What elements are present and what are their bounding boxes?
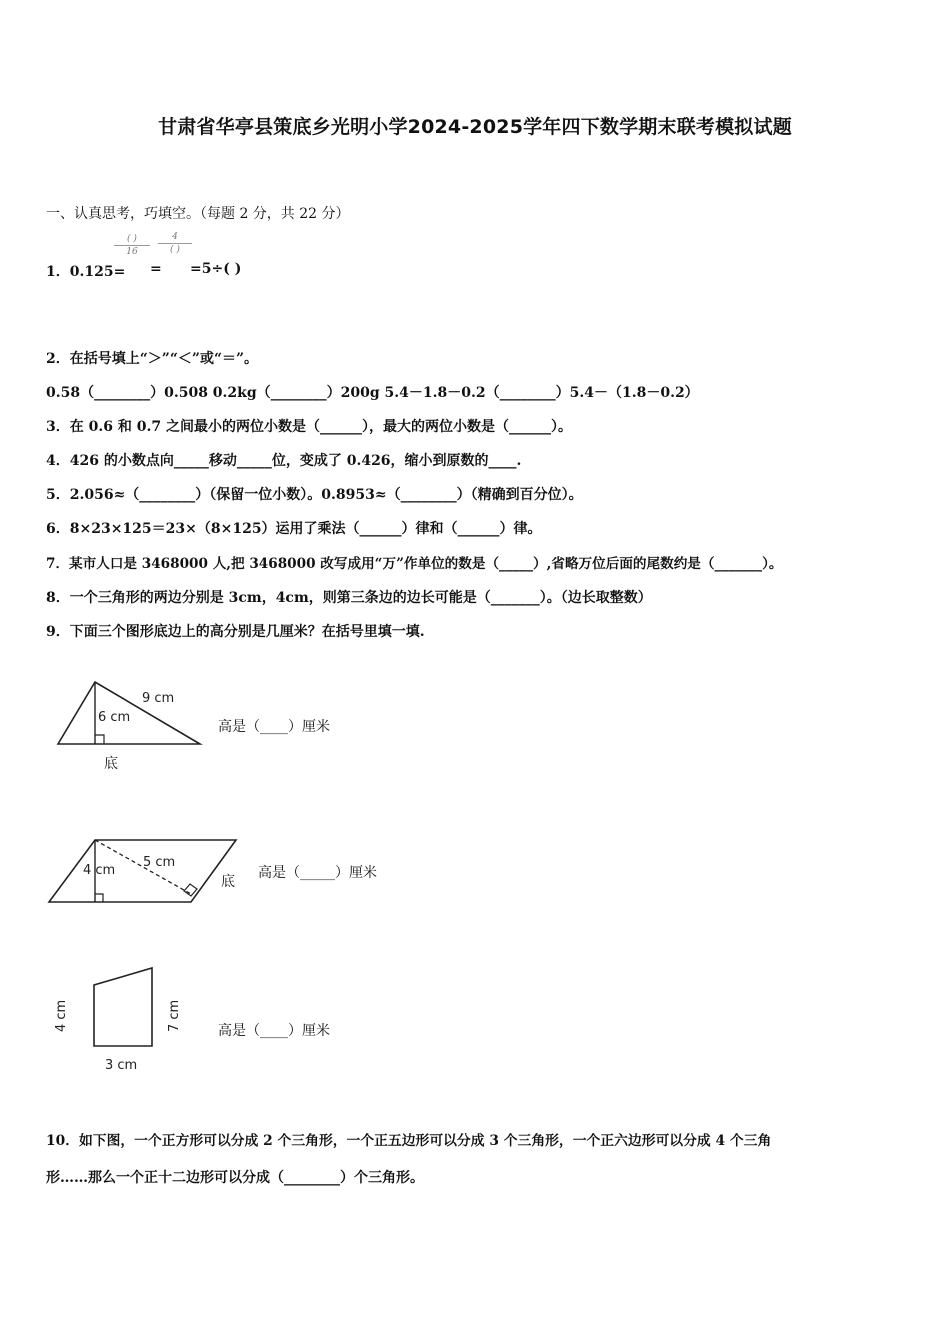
right-angle-mark [95,735,104,744]
page-title: 甘肃省华亭县策底乡光明小学2024-2025学年四下数学期末联考模拟试题 [158,116,792,138]
question-8: 8．一个三角形的两边分别是 3cm，4cm，则第三条边的边长可能是（_______）。（边长取整数） [46,590,652,606]
parallelogram-height-label: 4 cm [83,863,116,878]
question-5: 5．2.056≈（________）（保留一位小数）。0.8953≈（________）（精确到百分位）。 [46,487,583,503]
trapezoid-bottom-label: 3 cm [105,1058,138,1073]
q1-suffix: =5÷( ) [190,261,242,277]
question-1 [46,261,125,281]
question-3: 3．在 0.6 和 0.7 之间最小的两位小数是（______），最大的两位小数是（______）。 [46,419,572,435]
question-2: 2．在括号填上“＞”“＜”或“＝”。 [46,351,259,367]
triangle-base-label: 底 [104,756,118,772]
question-4: 4．426 的小数点向_____移动_____位，变成了 0.426，缩小到原数的____. [46,453,522,469]
question-10-line-2: 形……那么一个正十二边形可以分成（________）个三角形。 [46,1170,424,1186]
fig3-answer: 高是（____）厘米 [218,1023,330,1039]
question-9: 9．下面三个图形底边上的高分别是几厘米？在括号里填一填. [46,624,425,640]
fig1-answer: 高是（____）厘米 [218,719,330,735]
section-heading: 一、认真思考，巧填空。（每题 2 分，共 22 分） [46,206,350,222]
q1-prefix: 1．0.125= [46,264,126,280]
question-7: 7．某市人口是 3468000 人,把 3468000 改写成用“万”作单位的数是（_____）,省略万位后面的尾数约是（_______）。 [46,556,783,572]
trapezoid-shape [94,968,152,1046]
q1-frac1-numerator: ( ) [127,234,137,244]
q1-frac2-numerator: 4 [172,232,178,242]
q1-fraction-1 [114,234,150,257]
q1-fraction-2 [158,232,192,255]
question-2-items: 0.58（________）0.508 0.2kg（________）200g 5.4－1.8－0.2（________）5.4－（1.8－0.2） [46,385,699,401]
trapezoid-right-label: 7 cm [167,999,182,1032]
triangle-height-label: 6 cm [98,710,131,725]
triangle-side-label: 9 cm [142,691,175,706]
right-angle-mark-2 [184,884,197,896]
question-10-line-1: 10．如下图，一个正方形可以分成 2 个三角形，一个正五边形可以分成 3 个三角形，一个正六边形可以分成 4 个三角 [46,1133,772,1149]
parallelogram-base-label: 底 [221,874,235,890]
trapezoid-figure [44,958,194,1078]
q1-frac2-denominator: ( ) [170,245,180,255]
parallelogram-shape [49,840,236,902]
parallelogram-figure [45,830,255,910]
triangle-figure [50,670,210,780]
right-angle-mark-1 [95,894,103,902]
parallelogram-diag-label: 5 cm [143,855,176,870]
q1-frac1-denominator: 16 [126,247,138,257]
fig2-answer: 高是（_____）厘米 [258,865,377,881]
trapezoid-left-label: 4 cm [54,999,69,1032]
q1-equals: = [150,261,162,277]
question-6: 6．8×23×125＝23×（8×125）运用了乘法（______）律和（______）律。 [46,521,542,537]
